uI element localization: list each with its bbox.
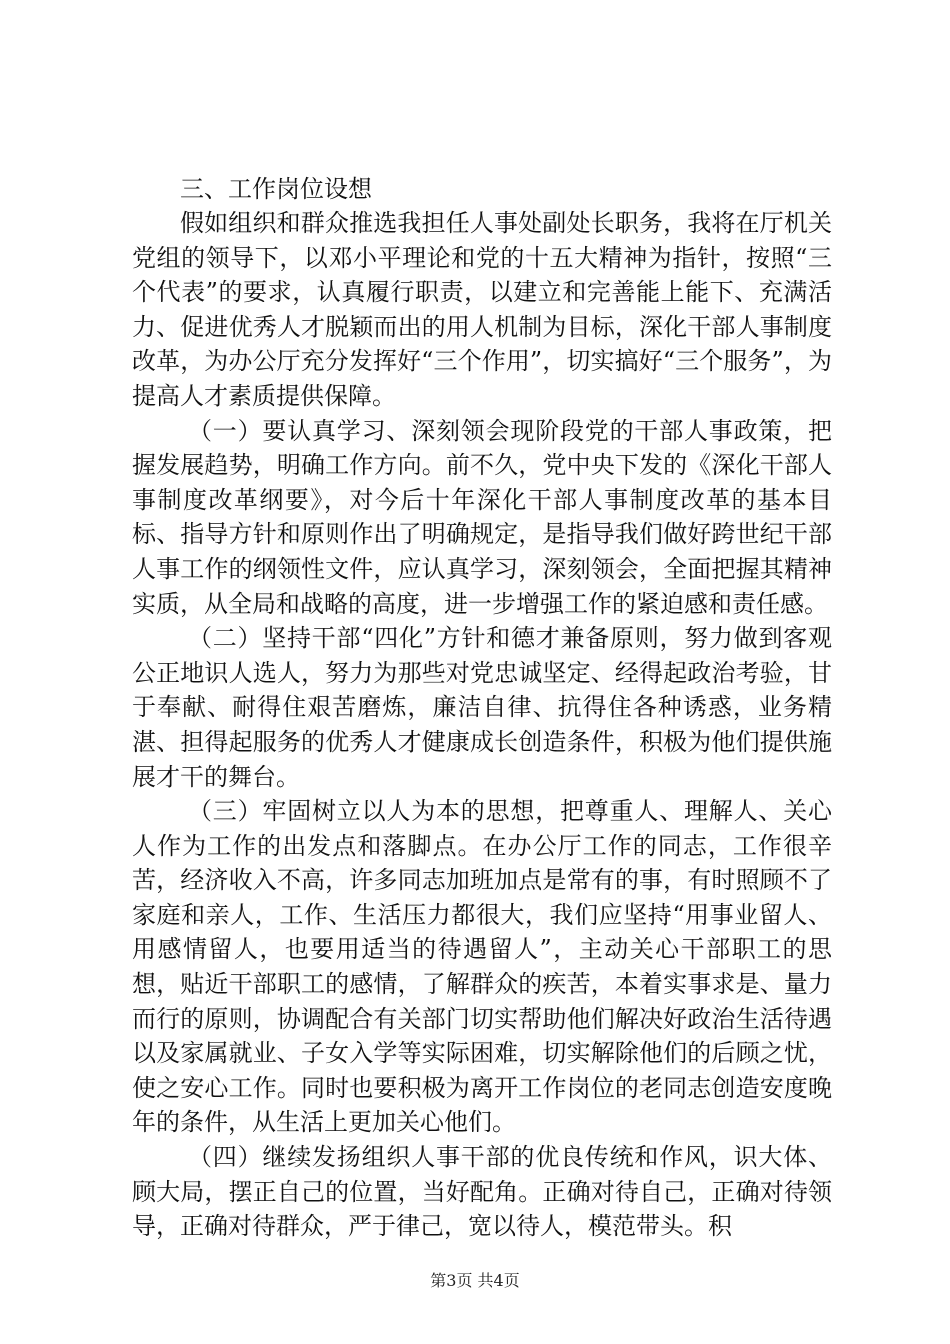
paragraph-item-3: （三）牢固树立以人为本的思想，把尊重人、理解人、关心人作为工作的出发点和落脚点。在办公厅工作的同志，工作很辛苦，经济收入不高，许多同志加班加点是常有的事，有时照顾不了家庭和亲人，工作、生活压力都很大，我们应坚持“用事业留人、用感情留人，也要用适当的待遇留人”，主动关心干部职工的思想，贴近干部职工的感情，了解群众的疾苦，本着实事求是、量力而行的原则，协调配合有关部门切实帮助他们解决好政治生活待遇以及家属就业、子女入学等实际困难，切实解除他们的后顾之忧，使之安心工作。同时也要积极为离开工作岗位的老同志创造安度晚年的条件，从生活上更加关心他们。 [132,797,832,1137]
document-body [132,172,832,1244]
page-number-footer: 第3页 共4页 [430,1271,520,1290]
section-heading: 三、工作岗位设想 [180,175,372,203]
paragraph-item-1: （一）要认真学习、深刻领会现阶段党的干部人事政策，把握发展趋势，明确工作方向。前不久，党中央下发的《深化干部人事制度改革纲要》，对今后十年深化干部人事制度改革的基本目标、指导方针和原则作出了明确规定，是指导我们做好跨世纪干部人事工作的纲领性文件，应认真学习，深刻领会，全面把握其精神实质，从全局和战略的高度，进一步增强工作的紧迫感和责任感。 [132,416,832,618]
paragraph-intro: 假如组织和群众推选我担任人事处副处长职务，我将在厅机关党组的领导下，以邓小平理论和党的十五大精神为指针，按照“三个代表”的要求，认真履行职责，以建立和完善能上能下、充满活力、促进优秀人才脱颖而出的用人机制为目标，深化干部人事制度改革，为办公厅充分发挥好“三个作用”，切实搞好“三个服务”，为提高人才素质提供保障。 [132,209,832,410]
paragraph-item-4: （四）继续发扬组织人事干部的优良传统和作风，识大体、顾大局，摆正自己的位置，当好配角。正确对待自己，正确对待领导，正确对待群众，严于律己，宽以待人，模范带头。积 [132,1143,832,1241]
paragraph-item-2: （二）坚持干部“四化”方针和德才兼备原则，努力做到客观公正地识人选人，努力为那些对党忠诚坚定、经得起政治考验，甘于奉献、耐得住艰苦磨炼，廉洁自律、抗得住各种诱惑，业务精湛、担得起服务的优秀人才健康成长创造条件，积极为他们提供施展才干的舞台。 [132,624,832,791]
